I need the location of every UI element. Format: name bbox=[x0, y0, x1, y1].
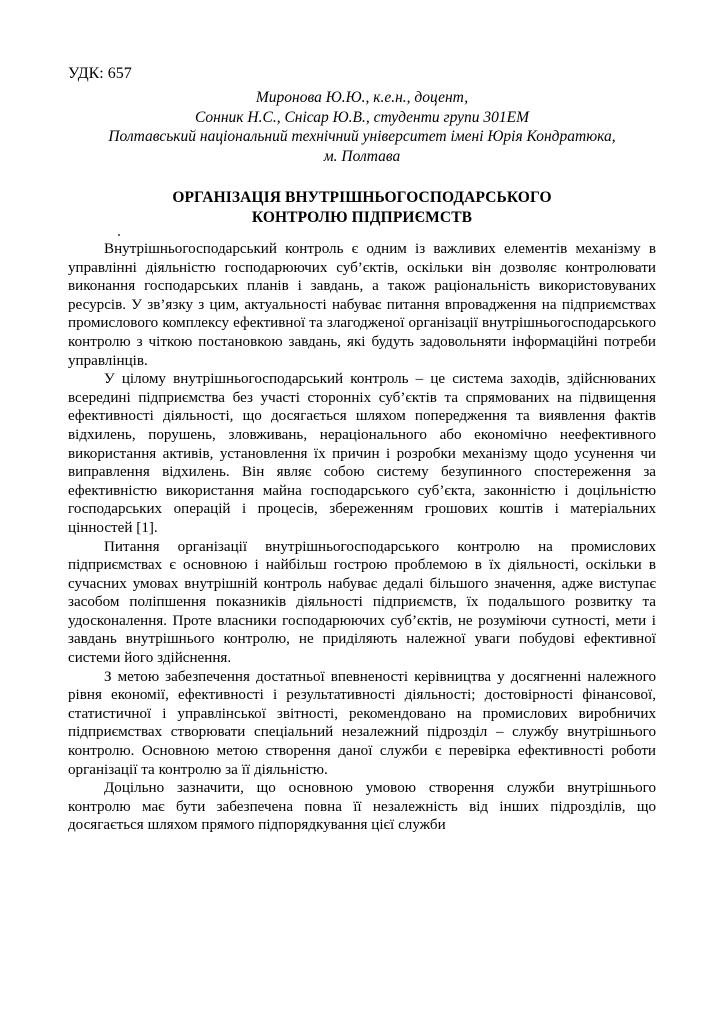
author-line-1: Миронова Ю.Ю., к.е.н., доцент, bbox=[255, 89, 469, 106]
affiliation-line: Полтавський національний технічний університет імені Юрія Кондратюка, bbox=[108, 128, 616, 145]
title-line-1: ОРГАНІЗАЦІЯ ВНУТРІШНЬОГОСПОДАРСЬКОГО bbox=[172, 189, 552, 206]
page-title bbox=[68, 188, 656, 228]
author-line-2: Сонник Н.С., Снісар Ю.В., студенти групи 301ЕМ bbox=[194, 108, 530, 126]
paragraph-2: У цілому внутрішньогосподарський контроль – це система заходів, здійснюваних всередині підприємства без участі сторонніх суб’єктів та спрямованих на підвищення ефективності діяльності, що досягається шляхом попередження та виявлення фактів відхилень, порушень, зловживань, нераціонального або економічно неефективного використання активів, установлення їх причин і розробки механізму щодо усунення чи виправлення відхилень. Він являє собою систему безупинного спостереження за ефективністю використання майна господарського суб’єкта, законністю і доцільністю господарських операцій і процесів, збереженням грошових коштів і матеріальних цінностей [1]. bbox=[68, 371, 656, 536]
udk-line: УДК: 657 bbox=[68, 65, 132, 82]
city-line: м. Полтава bbox=[323, 147, 401, 165]
paragraph-5: Доцільно зазначити, що основною умовою створення служби внутрішнього контролю має бути забезпечена повна її незалежність від інших підрозділів, що досягається шляхом прямого підпорядкування цієї служби bbox=[68, 780, 656, 834]
stray-dot-artifact bbox=[118, 234, 120, 236]
authors-affiliation-block bbox=[68, 88, 656, 166]
title-line-2: КОНТРОЛЮ ПІДПРИЄМСТВ bbox=[251, 209, 473, 226]
article-body bbox=[68, 228, 656, 835]
paragraph-1: Внутрішньогосподарський контроль є одним із важливих елементів механізму в управлінні діяльністю господарюючих суб’єктів, оскільки він дозволяє контролювати виконання господарських планів і завдань, а також раціональність використовуваних ресурсів. У зв’язку з цим, актуальності набуває питання впровадження на підприємствах промислового комплексу ефективної та злагодженої організації внутрішньогосподарського контролю з чіткою постановкою завдань, які будуть задовольняти інформаційні потреби управлінців. bbox=[68, 241, 656, 369]
paragraph-3: Питання організації внутрішньогосподарського контролю на промислових підприємствах є основною і найбільш гострою проблемою в їх діяльності, оскільки в сучасних умовах внутрішній контроль набуває дедалі більшого значення, адже виступає засобом поліпшення показників діяльності підприємств, їх подальшого розвитку та удосконалення. Проте власники господарюючих суб’єктів, не розуміючи сутності, мети і завдань внутрішнього контролю, не приділяють належної уваги побудові ефективної системи його здійснення. bbox=[68, 538, 656, 667]
paragraph-4: З метою забезпечення достатньої впевненості керівництва у досягненні належного рівня економії, ефективності і результативності діяльності; достовірності фінансової, статистичної і управлінської звітності, рекомендовано на промислових виробничих підприємствах створювати спеціальний незалежний підрозділ – службу внутрішнього контролю. Основною метою створення даної служби є перевірка ефективності роботи організації та контролю за її діяльністю. bbox=[68, 668, 656, 778]
document-content bbox=[68, 64, 656, 835]
